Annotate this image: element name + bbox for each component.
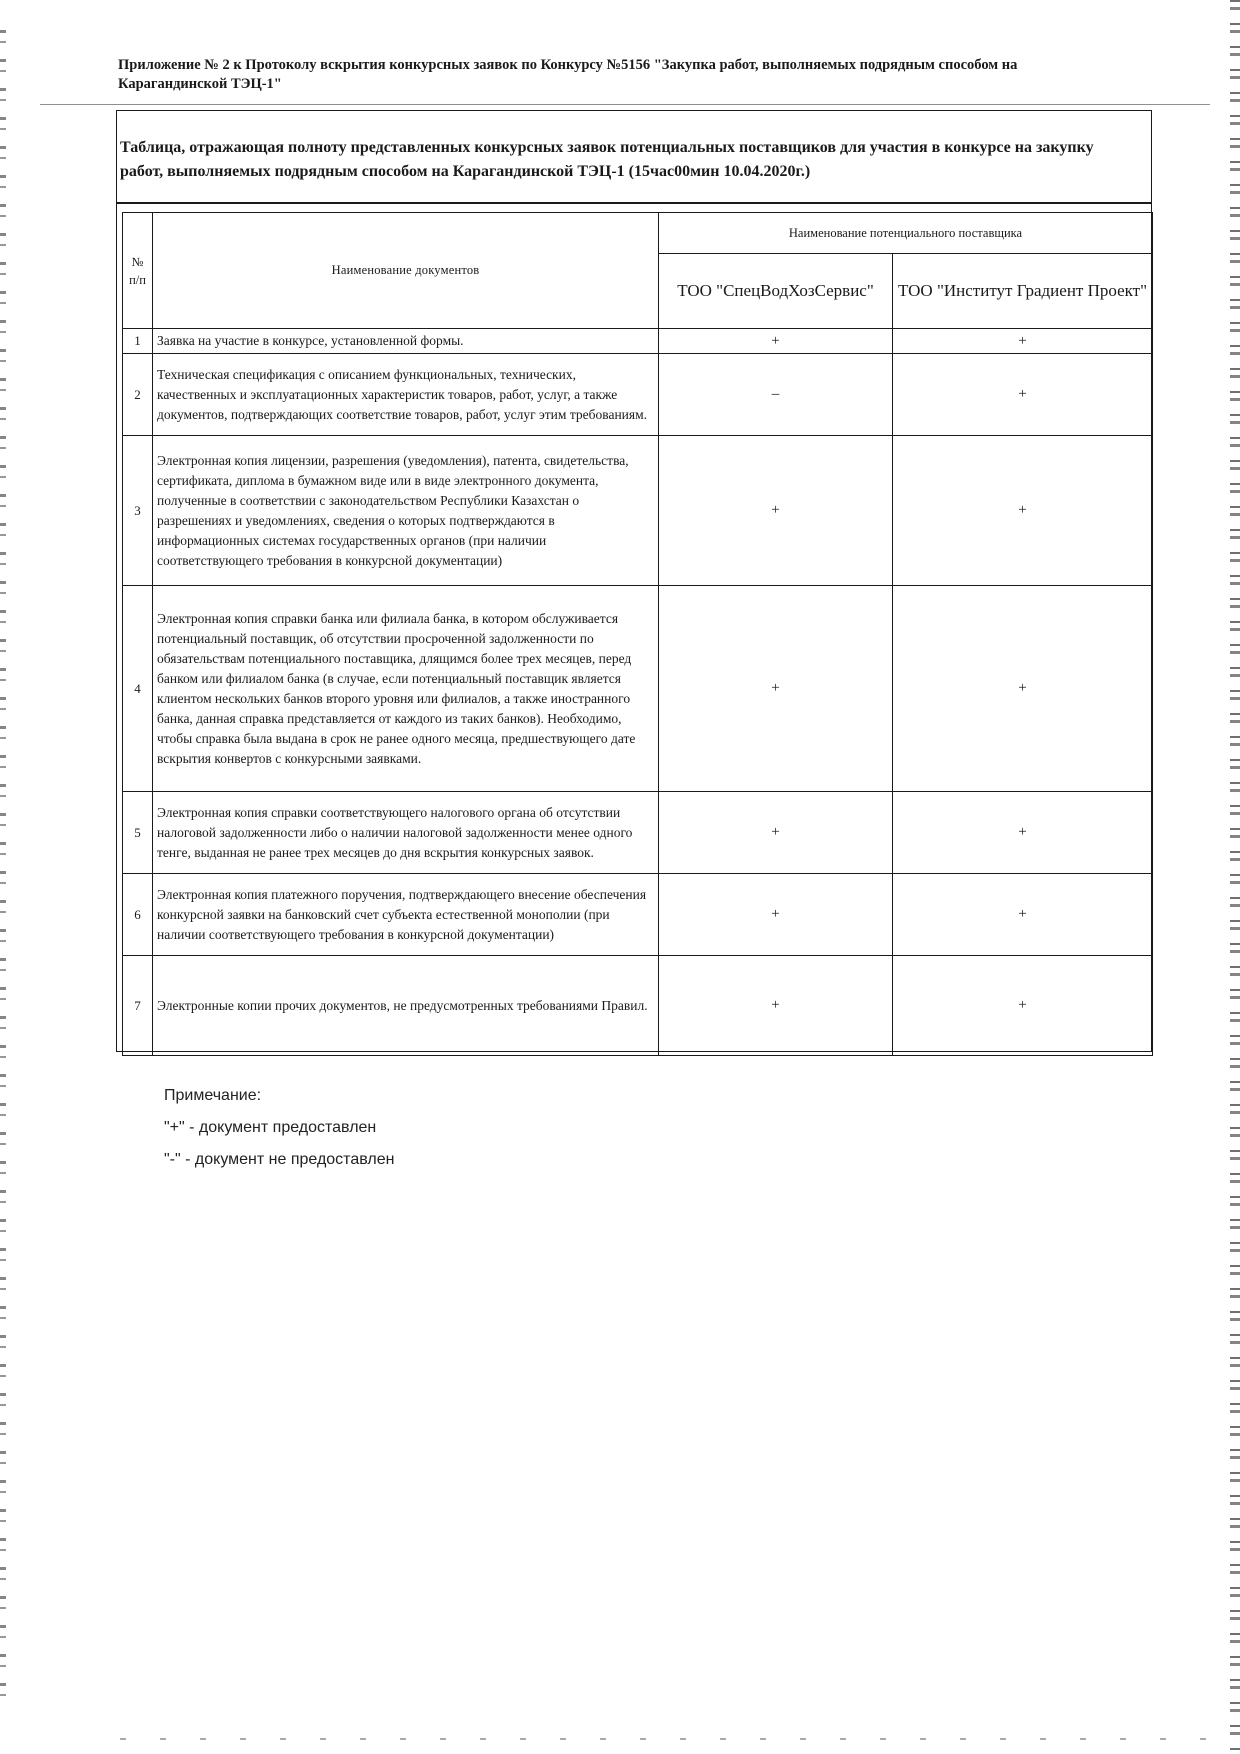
table-row [123, 956, 1153, 1056]
supplier-1-value: + [659, 956, 893, 1056]
note-minus: "-" - документ не предоставлен [164, 1151, 395, 1168]
table-row [123, 436, 1153, 586]
supplier-1-value: + [659, 874, 893, 956]
note-plus: "+" - документ предоставлен [164, 1119, 377, 1136]
row-number: 3 [123, 436, 153, 586]
supplier-2-value: + [893, 874, 1153, 956]
supplier-2-value: + [893, 329, 1153, 354]
row-number: 7 [123, 956, 153, 1056]
supplier-2-value: + [893, 436, 1153, 586]
document-name: Электронные копии прочих документов, не предусмотренных требованиями Правил. [153, 956, 659, 1056]
supplier-1-value: + [659, 436, 893, 586]
supplier-1-value: + [659, 329, 893, 354]
table-row [123, 586, 1153, 792]
column-header-docs: Наименование документов [153, 213, 659, 329]
column-header-supplier-group: Наименование потенциального поставщика [659, 213, 1153, 254]
document-name: Электронная копия справки соответствующего налогового органа об отсутствии налоговой задолженности либо о наличии налоговой задолженности менее одного тенге, выданная не ранее трех месяцев до дня вскрытия конкурсных заявок. [153, 792, 659, 874]
supplier-1-value: + [659, 792, 893, 874]
document-name: Электронная копия лицензии, разрешения (уведомления), патента, свидетельства, сертификата, диплома в бумажном виде или в виде электронного документа, полученные в соответствии с законодательством Республики Казахстан о разрешениях и уведомлениях, сведения о которых подтверждаются в информационных системах государственных органов (при наличии соответствующего требования в конкурсной документации) [153, 436, 659, 586]
row-number: 6 [123, 874, 153, 956]
supplier-2-value: + [893, 792, 1153, 874]
supplier-2-value: + [893, 586, 1153, 792]
table-row [123, 792, 1153, 874]
column-header-num: № п/п [123, 213, 153, 329]
row-number: 2 [123, 354, 153, 436]
row-number: 1 [123, 329, 153, 354]
supplier-1-value: – [659, 354, 893, 436]
title-rule [116, 202, 1152, 204]
table-row [123, 874, 1153, 956]
notes-block [164, 1080, 394, 1176]
scan-edge-left [0, 30, 6, 1710]
document-name: Электронная копия справки банка или филиала банка, в котором обслуживается потенциальный поставщик, об отсутствии просроченной задолженности по обязательствам потенциального поставщика, длящимся более трех месяцев, перед банком или филиалом банка (в случае, если потенциальный поставщик является клиентом нескольких банков второго уровня или филиалов, а также иностранного банка, данная справка представляется от каждого из таких банков). Необходимо, чтобы справка была выдана в срок не ранее одного месяца, предшествующего дате вскрытия конвертов с конкурсными заявками. [153, 586, 659, 792]
scan-bottom-noise [120, 1738, 1220, 1740]
column-header-supplier-1: ТОО "СпецВодХозСервис" [659, 254, 893, 329]
table-header-row [123, 213, 1153, 254]
document-name: Техническая спецификация с описанием функциональных, технических, качественных и эксплуатационных характеристик товаров, работ, услуг, а также документов, подтверждающих соответствие товаров, работ, услуг этим требованиям. [153, 354, 659, 436]
supplier-1-value: + [659, 586, 893, 792]
table-row [123, 329, 1153, 354]
document-name: Заявка на участие в конкурсе, установленной формы. [153, 329, 659, 354]
row-number: 4 [123, 586, 153, 792]
appendix-header: Приложение № 2 к Протоколу вскрытия конкурсных заявок по Конкурсу №5156 "Закупка работ, выполняемых подрядным способом на Карагандинской ТЭЦ-1" [118, 57, 1018, 92]
document-name: Электронная копия платежного поручения, подтверждающего внесение обеспечения конкурсной заявки на банковский счет субъекта естественной монополии (при наличии соответствующего требования в конкурсной документации) [153, 874, 659, 956]
supplier-2-value: + [893, 354, 1153, 436]
row-number: 5 [123, 792, 153, 874]
scan-edge-right [1230, 0, 1240, 1754]
table-row [123, 354, 1153, 436]
notes-title: Примечание: [164, 1087, 262, 1104]
column-header-supplier-2: ТОО "Институт Градиент Проект" [893, 254, 1153, 329]
supplier-2-value: + [893, 956, 1153, 1056]
header-rule [40, 104, 1210, 105]
table-title: Таблица, отражающая полноту представленных конкурсных заявок потенциальных поставщиков для участия в конкурсе на закупку работ, выполняемых подрядным способом на Карагандинской ТЭЦ-1 (15час00мин 10.04.2020г.) [120, 139, 1094, 180]
requirements-table [122, 212, 1153, 1056]
